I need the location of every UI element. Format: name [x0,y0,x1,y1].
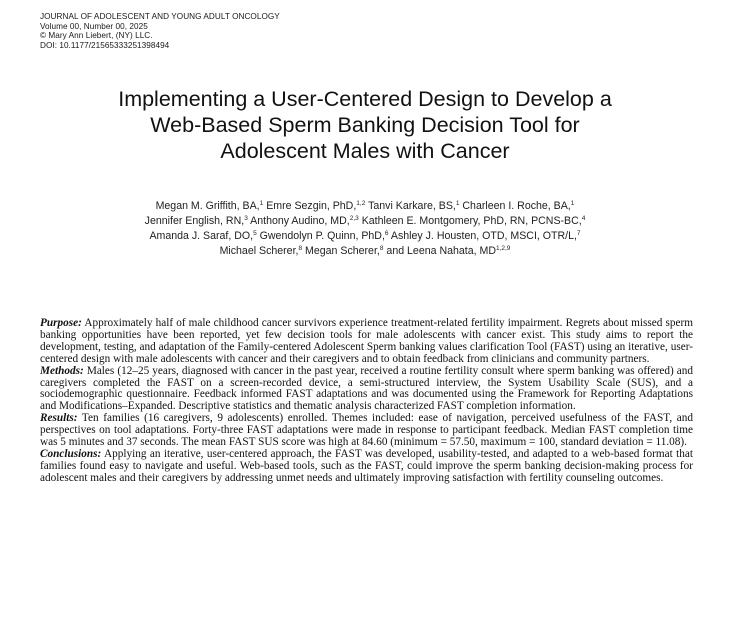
journal-volume: Volume 00, Number 00, 2025 [40,21,148,31]
author-affiliation-marker: 7 [576,230,581,237]
methods-text: Males (12–25 years, diagnosed with cancer in the past year, received a routine fertility consult where sperm banking was offered) and caregivers completed the FAST on a screen-recorded device, a semi-structured interview, the System Usability Scale (SUS), and a sociodemographic questionnaire. Feedback informed FAST adaptations and was documented using the Framework for Reporting Adaptations and Modifications–Expanded. Descriptive statistics and thematic analysis characterized FAST completion information. [40,364,693,413]
author-affiliation-marker: 6 [384,230,389,237]
abstract-methods [40,366,693,414]
journal-header [40,12,280,50]
author-affiliation-marker: 1 [570,200,575,207]
author-line [40,199,690,214]
abstract-conclusions [40,449,693,485]
author-list [40,199,690,259]
journal-copyright: © Mary Ann Liebert, (NY) LLC. [40,31,153,41]
results-text: Ten families (16 caregivers, 9 adolescents) enrolled. Themes included: ease of navigation, perceived usefulness of the FAST, and perspectives on tool adaptations. Forty-three FAST adaptations were made in response to participant feedback. Median FAST completion time was 5 minutes and 37 seconds. The mean FAST SUS score was high at 84.60 (minimum = 57.50, maximum = 100, standard deviation = 11.08). [40,412,693,449]
results-label: Results: [40,412,78,425]
title-line: Adolescent Males with Cancer [220,139,510,163]
conclusions-label: Conclusions: [40,447,102,460]
author-affiliation-marker: 1,2,9 [495,245,511,252]
journal-name: JOURNAL OF ADOLESCENT AND YOUNG ADULT ONCOLOGY [40,12,280,21]
author-line [40,229,690,244]
author-name: Ashley J. Housten, OTD, MSCI, OTR/L, [390,230,577,242]
abstract-purpose [40,318,693,366]
author-name: and Leena Nahata, MD [386,245,496,257]
purpose-text: Approximately half of male childhood cancer survivors experience treatment-related fertility impairment. Regrets about missed sperm banking opportunities have been reported, yet few decision tools for male adolescents with cancer exist. This study aims to report the development, testing, and adaptation of the Family-centered Adolescent Sperm banking values clarification Tool (FAST) using an iterative, user-centered design with male adolescents with cancer and their caregivers and to obtain feedback from clinicians and community partners. [40,317,693,365]
author-name: Charleen I. Roche, BA, [462,200,571,212]
author-name: Michael Scherer, [219,245,299,257]
abstract-results [40,413,693,449]
author-name: Jennifer English, RN, [144,215,245,227]
methods-label: Methods: [40,364,84,377]
author-name: Tanvi Karkare, BS, [368,200,456,212]
author-affiliation-marker: 5 [253,230,257,237]
author-name: Emre Sezgin, PhD, [266,200,357,212]
article-title [40,86,690,164]
abstract [40,318,693,485]
author-name: Gwendolyn P. Quinn, PhD, [259,230,385,242]
author-name: Megan M. Griffith, BA, [155,200,260,212]
author-name: Anthony Audino, MD, [250,215,350,227]
author-affiliation-marker: 1 [455,200,460,207]
author-affiliation-marker: 8 [379,245,384,252]
author-affiliation-marker: 8 [298,245,303,252]
author-name: Kathleen E. Montgomery, PhD, RN, PCNS-BC, [361,215,582,227]
purpose-label: Purpose: [40,317,82,329]
conclusions-text: Applying an iterative, user-centered approach, the FAST was developed, usability-tested, and adapted to a web-based format that families found easy to navigate and useful. Web-based tools, such as the FAST, could improve the sperm banking decision-making process for adolescent males and their caregivers by addressing unmet needs and ultimately improving satisfaction with fertility counseling outcomes. [40,447,693,484]
author-name: Amanda J. Saraf, DO, [149,230,254,242]
journal-doi: DOI: 10.1177/21565333251398494 [40,40,170,50]
author-name: Megan Scherer, [305,245,380,257]
title-line: Web-Based Sperm Banking Decision Tool for [150,113,580,137]
author-affiliation-marker: 2,3 [349,215,359,222]
author-line [40,244,690,259]
author-affiliation-marker: 4 [581,215,586,222]
author-affiliation-marker: 1 [259,200,264,207]
author-line [40,214,690,229]
author-affiliation-marker: 1,2 [356,200,366,207]
author-affiliation-marker: 3 [244,215,248,222]
title-line: Implementing a User-Centered Design to Develop a [118,87,612,111]
